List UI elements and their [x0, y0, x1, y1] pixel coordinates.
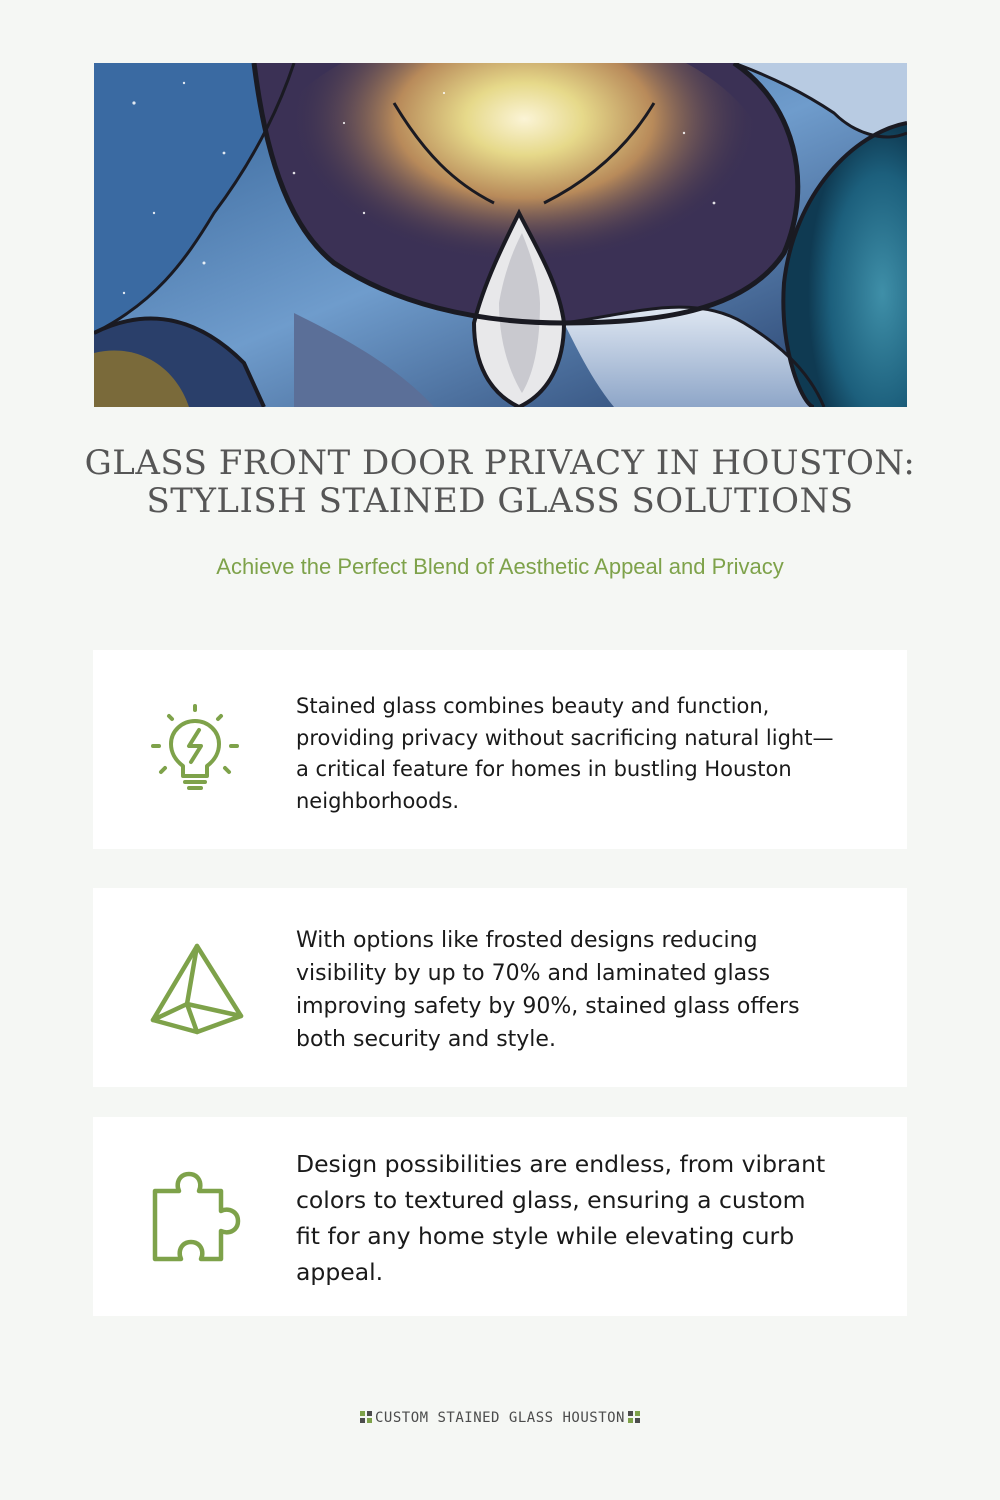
feature-card-security [93, 888, 907, 1087]
feature-text: With options like frosted designs reducing visibility by up to 70% and laminated glass improving safety by 90%, stained glass offers both security and style. [296, 928, 800, 1052]
title-line-1: GLASS FRONT DOOR PRIVACY IN HOUSTON: [84, 443, 916, 483]
stained-glass-tile-icon [360, 1411, 372, 1423]
hero-stained-glass-image [94, 63, 907, 407]
feature-text: Stained glass combines beauty and function, providing privacy without sacrificing natural light—a critical feature for homes in bustling Houston neighborhoods. [296, 694, 834, 813]
pyramid-icon [149, 940, 245, 1036]
title-line-2: STYLISH STAINED GLASS SOLUTIONS [146, 481, 854, 521]
feature-text: Design possibilities are endless, from vibrant colors to textured glass, ensuring a custom fit for any home style while elevating curb appeal. [296, 1150, 826, 1286]
puzzle-piece-icon [149, 1169, 245, 1265]
footer-brand-logo [0, 1410, 1000, 1426]
feature-card-design [93, 1117, 907, 1316]
footer-brand-text: CUSTOM STAINED GLASS HOUSTON [374, 1410, 625, 1426]
stained-glass-tile-icon [628, 1411, 640, 1423]
page-title [40, 444, 960, 520]
page-subtitle: Achieve the Perfect Blend of Aesthetic Appeal and Privacy [216, 554, 784, 579]
lightbulb-icon [149, 702, 245, 798]
feature-card-light [93, 650, 907, 849]
